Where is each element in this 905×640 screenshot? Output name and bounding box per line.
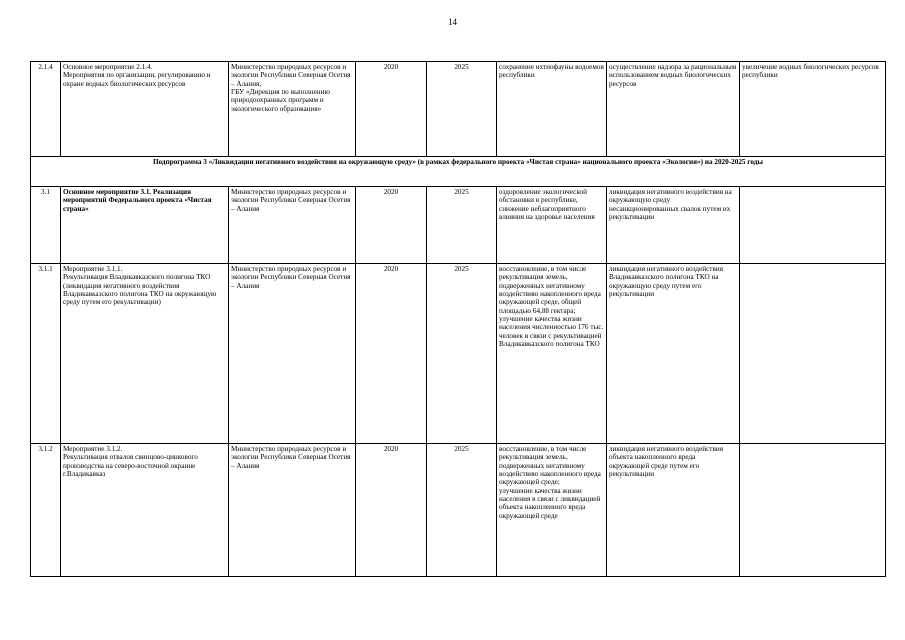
start-year: 2020 — [356, 444, 427, 577]
indicator-link: увеличение водных биологических ресурсов республики — [740, 62, 886, 157]
end-year: 2025 — [427, 187, 497, 264]
executor: Министерство природных ресурсов и экологии Республики Северная Осетия – Алания — [229, 444, 356, 577]
executor: Министерство природных ресурсов и экологии Республики Северная Осетия – Алания — [229, 264, 356, 444]
expected-result: восстановление, в том числе рекультивация земель, подверженных негативному воздействию накопленного вреда окружающей среде; улучшение качества жизни населения в связи с ликвидацией объекта накопленного вреда окружающей среде — [497, 444, 607, 577]
consequence: ликвидация негативного воздействия Владикавказского полигона ТКО на окружающую среду путем его рекультивации — [607, 264, 740, 444]
table-row — [31, 187, 886, 264]
table-row — [31, 264, 886, 444]
expected-result: восстановление, в том числе рекультивация земель, подверженных негативному воздействию накопленного вреда окружающей среде, общей площадью 64,88 гектара; улучшение качества жизни населения численностью 176 тыс. человек в связи с рекультивацией Владикавказского полигона ТКО — [497, 264, 607, 444]
table-row — [31, 444, 886, 577]
expected-result: сохранение ихтиофауны водоемов республики — [497, 62, 607, 157]
executor: Министерство природных ресурсов и экологии Республики Северная Осетия – Алания, ГБУ «Дирекция по выполнению природоохранных программ и экологического образования» — [229, 62, 356, 157]
measure-name: Мероприятие 3.1.2. Рекультивация отвалов свинцово-цинкового производства на северо-восточной окраине г.Владикавказ — [61, 444, 229, 577]
end-year: 2025 — [427, 264, 497, 444]
table-row — [31, 62, 886, 157]
consequence: ликвидация негативного воздействия на окружающую среду несанкционированных свалок путем их рекультивации — [607, 187, 740, 264]
page-number: 14 — [448, 17, 457, 27]
measure-name: Основное мероприятие 3.1. Реализация мероприятий Федерального проекта «Чистая страна» — [61, 187, 229, 264]
indicator-link — [740, 444, 886, 577]
start-year: 2020 — [356, 187, 427, 264]
indicator-link — [740, 187, 886, 264]
end-year: 2025 — [427, 444, 497, 577]
program-table — [30, 61, 886, 577]
measure-name: Мероприятие 3.1.1. Рекультивация Владикавказского полигона ТКО (ликвидация негативного воздействия Владикавказского полигона ТКО на окружающую среду путем его рекультивации) — [61, 264, 229, 444]
subprogram-title: Подпрограмма 3 «Ликвидации негативного воздействия на окружающую среду» (в рамках федерального проекта «Чистая страна» национального проекта «Экология») на 2020-2025 годы — [31, 157, 886, 187]
executor: Министерство природных ресурсов и экологии Республики Северная Осетия – Алания — [229, 187, 356, 264]
subprogram-row — [31, 157, 886, 187]
row-number: 3.1 — [31, 187, 61, 264]
consequence: ликвидация негативного воздействия объекта накопленного вреда окружающей среде путем его рекультивации — [607, 444, 740, 577]
row-number: 3.1.1 — [31, 264, 61, 444]
end-year: 2025 — [427, 62, 497, 157]
indicator-link — [740, 264, 886, 444]
measure-name: Основное мероприятие 2.1.4. Мероприятия по организации, регулированию и охране водных биологических ресурсов — [61, 62, 229, 157]
expected-result: оздоровление экологической обстановки в республике, снижение неблагоприятного влияния на здоровье населения — [497, 187, 607, 264]
row-number: 3.1.2 — [31, 444, 61, 577]
row-number: 2.1.4 — [31, 62, 61, 157]
consequence: осуществление надзора за рациональным использованием водных биологических ресурсов — [607, 62, 740, 157]
start-year: 2020 — [356, 62, 427, 157]
start-year: 2020 — [356, 264, 427, 444]
